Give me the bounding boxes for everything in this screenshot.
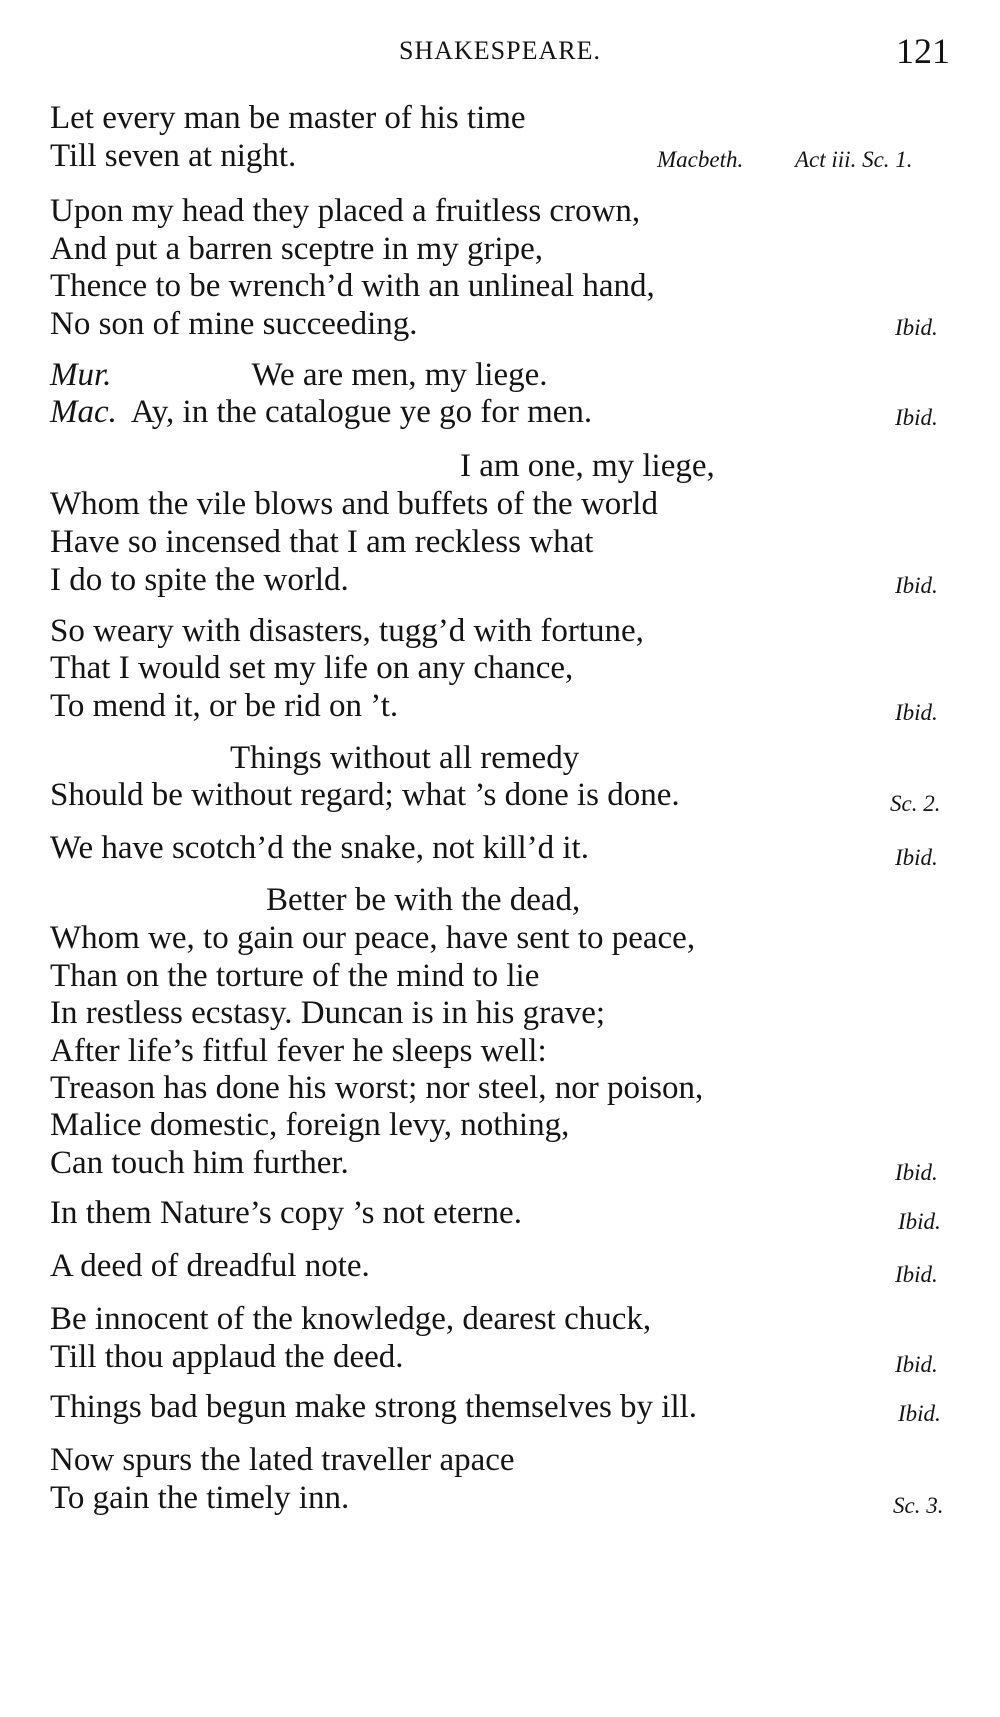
quote-line: Whom the vile blows and buffets of the world	[50, 486, 658, 522]
quote-line: And put a barren sceptre in my gripe,	[50, 231, 544, 267]
quote-line: To mend it, or be rid on ’t.	[50, 688, 399, 724]
running-head	[50, 30, 950, 78]
quote-line: Till seven at night.	[50, 138, 297, 174]
citation: Ibid.	[895, 405, 938, 430]
quote-line: Thence to be wrench’d with an unlineal hand,	[50, 268, 655, 304]
quote-line: I am one, my liege,	[460, 448, 715, 484]
quote-line: Should be without regard; what ’s done is done.	[50, 777, 680, 813]
dialogue-text: Ay, in the catalogue ye go for men.	[130, 394, 593, 430]
quote-line: Better be with the dead,	[266, 882, 581, 918]
citation: Ibid.	[895, 1352, 938, 1377]
quote-line: That I would set my life on any chance,	[50, 650, 574, 686]
quote-line: Upon my head they placed a fruitless crown,	[50, 193, 641, 229]
quote-line: Whom we, to gain our peace, have sent to peace,	[50, 920, 696, 956]
dialogue-line	[50, 356, 548, 394]
quote-line: Things without all remedy	[230, 740, 580, 776]
citation: Ibid.	[895, 573, 938, 598]
quote-line: Till thou applaud the deed.	[50, 1339, 404, 1375]
citation: Ibid.	[895, 700, 938, 725]
quote-line: So weary with disasters, tugg’d with fortune,	[50, 613, 644, 649]
citation: Ibid.	[898, 1401, 941, 1426]
quote-line: No son of mine succeeding.	[50, 306, 418, 342]
citation: Ibid.	[895, 845, 938, 870]
citation: Ibid.	[898, 1209, 941, 1234]
quote-line: After life’s fitful fever he sleeps well:	[50, 1033, 547, 1069]
citation-act: Act iii. Sc. 1.	[795, 147, 913, 172]
citation: Sc. 2.	[890, 791, 941, 816]
page-number: 121	[896, 31, 950, 71]
quote-line: Let every man be master of his time	[50, 100, 526, 136]
quote-line: Treason has done his worst; nor steel, nor poison,	[50, 1070, 704, 1106]
citation: Ibid.	[895, 1262, 938, 1287]
quote-line: In them Nature’s copy ’s not eterne.	[50, 1195, 522, 1231]
quote-line: We have scotch’d the snake, not kill’d it.	[50, 830, 589, 866]
quote-line: In restless ecstasy. Duncan is in his grave;	[50, 995, 606, 1031]
quote-line: Be innocent of the knowledge, dearest chuck,	[50, 1301, 652, 1337]
citation: Ibid.	[895, 1160, 938, 1185]
quote-line: Than on the torture of the mind to lie	[50, 958, 540, 994]
speaker-name: Mur.	[50, 357, 112, 393]
dialogue-line	[50, 393, 592, 431]
quote-line: Things bad begun make strong themselves by ill.	[50, 1389, 698, 1425]
citation-play: Macbeth.	[657, 147, 744, 172]
quote-line: Now spurs the lated traveller apace	[50, 1442, 515, 1478]
quote-line: Have so incensed that I am reckless what	[50, 524, 594, 560]
quote-line: A deed of dreadful note.	[50, 1248, 370, 1284]
quote-line: Can touch him further.	[50, 1145, 349, 1181]
quote-line: Malice domestic, foreign levy, nothing,	[50, 1107, 570, 1143]
quote-line: To gain the timely inn.	[50, 1480, 350, 1516]
speaker-name: Mac.	[50, 394, 117, 430]
citation: Ibid.	[895, 315, 938, 340]
running-title: SHAKESPEARE.	[399, 36, 601, 65]
quote-line: I do to spite the world.	[50, 562, 349, 598]
dialogue-text: We are men, my liege.	[251, 357, 548, 393]
citation: Sc. 3.	[893, 1493, 944, 1518]
